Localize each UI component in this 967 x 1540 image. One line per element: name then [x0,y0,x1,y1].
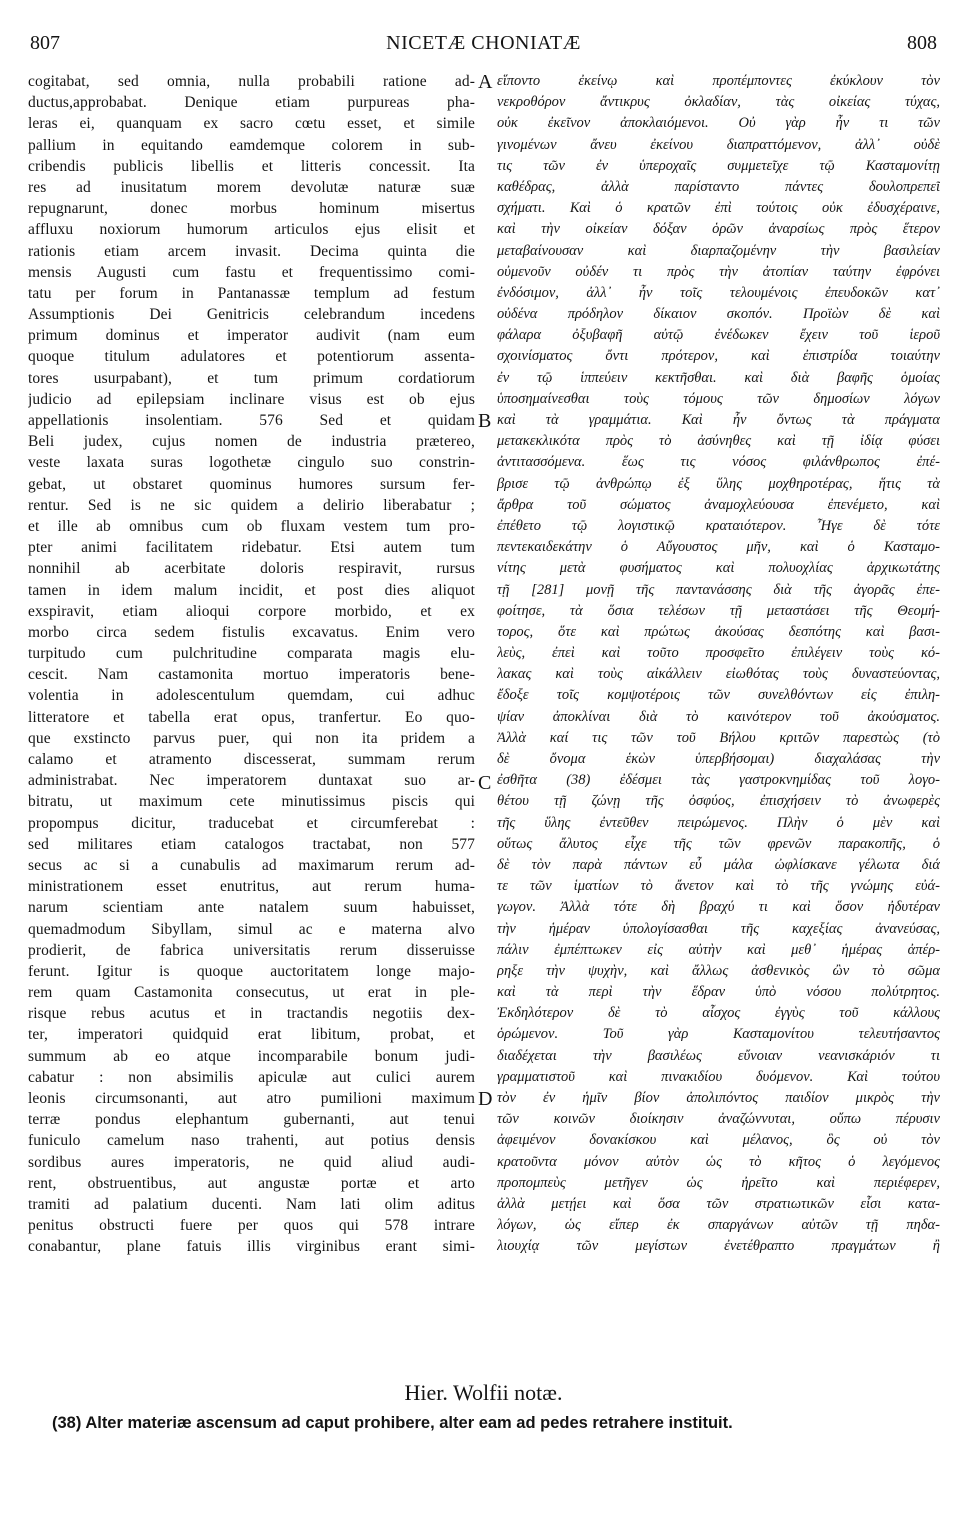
latin-text-line: penitus obstructi fuere per quos qui 578 intrare [28,1217,475,1235]
latin-text-line: Assumptionis Dei Genitricis celebrandum incedens [28,306,475,324]
latin-text-line: bitratu, ut maximum cete minutissimus piscis qui [28,793,475,811]
latin-text-line: mensis Augusti cum fastu et frequentissimo comi- [28,263,475,281]
margin-marker-a: A [478,71,493,93]
greek-text-line: προπομπεὺς μετῆγεν ὡς ἠρεῖτο καὶ περιέφερεν, [497,1174,940,1191]
greek-text-line: ἀφειμένον δονακίσκου καὶ μέλανος, ὃς οὐ τὸν [497,1132,940,1149]
latin-text-line: et ille ab omnibus cum ob fluxam vestem tum pro- [28,517,475,535]
running-title: NICETÆ CHONIATÆ [386,32,581,54]
latin-text-line: prodierit, de fabrica universitatis rerum disseruisse [28,941,475,959]
latin-text-line: turpitudo cum pulchritudine comparata magis elu- [28,645,475,663]
latin-text-line: narum scientiam ante natalem suum habuisset, [28,899,475,917]
greek-text-line: τῆς ὕλης ἐντεῦθεν πειρώμενος. Πλὴν ὁ μὲν καὶ [497,814,940,831]
greek-text-line: γινομένων ἄνευ ἐκείνου διαπραττόμενον, ἀλλ᾽ οὐδὲ [497,136,940,153]
greek-text-line: δὲ ὄνομα ἑκὼν ὑπερβήσομαι) διαχαλάσας τὴν [497,751,940,767]
greek-text-line: ψίαν ἀποκλίναι διὰ τὸ καινότερον τοῦ ἀκούσματος. [497,708,940,725]
latin-text-line: affluxu noxiorum humorum articulos ejus elisit et [28,221,475,239]
greek-text-line: εἵποντο ἐκείνῳ καὶ προπέμποντες ἐκύκλουν τὸν [497,73,940,89]
latin-text-line: conabantur, plane fatuis illis virginibus erant simi- [28,1238,475,1256]
greek-text-line: κρατοῦντα μόνον αὐτὸν ὡς τὸ κῆτος ὁ λεγόμενος [497,1153,940,1170]
greek-text-line: διαδέχεται τὴν βασιλέως εὔνοιαν νεανισκάριόν τι [497,1047,940,1064]
greek-text-line: βρισε τῷ ἀνθρώπῳ ἐξ ὕλης μοχθηροτέρας, ἥτις τὰ [497,475,940,492]
latin-text-line: quoque titulum adulatores et potentiorum assenta- [28,348,475,366]
margin-marker-d: D [478,1088,493,1110]
greek-text-line: τορος, ὅτε καὶ πρώτως ἀκούσας δεσπότης καὶ βασι- [497,623,940,640]
greek-text-line: οὕτως ἄλυτος εἶχε τῆς τῶν φρενῶν παρακοπῆς, ὁ [497,835,940,852]
latin-text-line: litteratore et tabella erat opus, tranfertur. Eo quo- [28,708,475,726]
greek-text-line: καὶ τὰ περὶ τὴν ἕδραν ὑπὸ νόσου πολύτρητος. [497,984,940,1001]
greek-text-line: ἐσθῆτα (38) ἐδέσμει τὰς γαστροκνημίδας τοῦ λογο- [497,772,940,789]
latin-text-line: que exstincto parvus puer, qui non ita pridem a [28,729,475,747]
greek-text-line: ἔδοξε τοῖς κομψοτέροις τῶν συνελθόντων εἰς ἐπιλη- [497,687,940,704]
greek-text-line: ὑποσημαίνεσθαι τοὺς τόμους τῶν δημοσίων λόγων [497,390,940,407]
latin-text-line: ministrationem esset enutritus, aut rerum huma- [28,878,475,896]
latin-text-line: judicio ad epilepsiam inclinare visus est ob ejus [28,390,475,408]
greek-text-line: λεὺς, ἐπεὶ καὶ τοῦτο προσφεῖτο ἐπιλέγειν τοὺς κό- [497,645,940,662]
latin-text-line: sed militares etiam catalogos tractabat, non 577 [28,835,475,853]
latin-text-line: appellationis insolentiam. 576 Sed et quidam [28,412,475,429]
greek-text-line: σχήματι. Καὶ ὁ κρατῶν ἐπὶ τούτοις οὐκ ἐδυσχέραινε, [497,200,940,217]
greek-text-line: δὲ τὸν παρὰ πάντων εὖ μάλα ὠφλίσκανε γέλωτα διά [497,856,940,873]
latin-text-line: tamen in idem malum incidit, et post dies aliquot [28,581,475,599]
greek-text-line: καὶ τὴν οἰκείαν δόξαν ὁρῶν ἀναρσίως πρὸς ἕτερον [497,221,940,238]
greek-text-line: φάλαρα ὀξυβαφῆ αὐτῷ ἐνέδωκεν ἔχειν τοῦ ἱεροῦ [497,327,940,344]
greek-text-line: πεντεκαιδεκάτην ὁ Αὔγουστος μῆν, καὶ ὁ Κασταμο- [497,539,940,556]
greek-text-line: γραμματιστοῦ καὶ πινακιδίου δυόμενον. Καὶ τούτου [497,1068,940,1085]
greek-text-line: τὴν ἡμέραν ὑπολογίσασθαι τῆς καχεξίας ἀνανεύσας, [497,920,940,937]
latin-text-line: pallium in equitando eamdemque colorem in sub- [28,136,475,154]
latin-text-line: Beli judex, cujus nomen de industria prætereo, [28,433,475,451]
latin-text-line: risque rebus acutus et in tractandis negotiis dex- [28,1005,475,1023]
latin-text-line: ferunt. Igitur is quoque auctoritatem longe majo- [28,962,475,980]
latin-text-line: repugnarunt, donec morbus hominum misertus [28,200,475,218]
latin-text-line: gebat, ut obstaret quominus humores sursum fer- [28,475,475,493]
greek-text-line: φοίτησε, τὰ ὅσια τελέσων τῇ μεταστάσει τῆς Θεομή- [497,602,940,619]
greek-text-line: τις τῶν ἐν ὑπεροχαῖς συμμετεῖχε τῷ Κασταμονίτῃ [497,157,940,174]
latin-text-line: pter animi facilitatem ridebatur. Etsi autem tum [28,539,475,557]
left-page-number: 807 [30,32,60,54]
latin-text-line: volentia in adolescentulum quemdam, cui adhuc [28,687,475,705]
latin-text-line: propompus dicitur, traducebat et circumferebat : [28,814,475,832]
latin-text-line: terræ pondus elephantum gubernanti, aut tenui [28,1111,475,1129]
greek-text-line: τῶν κοινῶν διοίκησιν ἀναζώννυται, οὔπω πέρυσιν [497,1111,940,1128]
greek-text-line: γωγον. Ἀλλὰ τότε δὴ βραχύ τι καὶ ὅσον ἠδυτέραν [497,899,940,916]
latin-text-line: rent, obstruentibus, aut angustæ portæ et arto [28,1174,475,1192]
right-page-number: 808 [907,32,937,54]
margin-marker-c: C [478,772,492,794]
latin-text-line: cribendis publicis libellis et litteris concessit. Ita [28,157,475,175]
page-header [30,32,937,62]
latin-text-line: rationis etiam arcem invasit. Decima quinta die [28,242,475,260]
margin-marker-b: B [478,410,492,432]
footnote-38: (38) Alter materiæ ascensum ad caput prohibere, alter eam ad pedes retrahere instituit. [52,1414,733,1432]
greek-text-line: καὶ τὰ γραμμάτια. Καὶ ἦν ὄντως τὰ πράγματα [497,412,940,428]
greek-text-line: ἄρθρα τοῦ σώματος ἀναμοχλεύουσα ἐπενέμετο, καὶ [497,496,940,513]
greek-column [497,71,940,1258]
latin-text-line: secus ac si a cunabulis ad maximarum rerum ad- [28,856,475,874]
greek-text-line: ἀλλὰ μετῄει καὶ ὅσα τῶν στρατιωτικῶν εἶσι κατα- [497,1195,940,1212]
notes-title: Hier. Wolfii notæ. [404,1380,563,1405]
greek-text-line: μεταβαίνουσαν καὶ διαρπαζομένην τὴν βασιλείαν [497,242,940,259]
latin-text-line: tores usurpabant), et tum primum cordatiorum [28,369,475,387]
latin-text-line: ductus,approbabat. Denique etiam purpureas pha- [28,94,475,112]
latin-text-line: veste laxata suras logothetæ cingulo suo constrin- [28,454,475,472]
greek-text-line: οὐκ ἐκεῖνον ἀποκλαιόμενοι. Οὐ γὰρ ἦν τι τῶν [497,115,940,132]
latin-text-line: cabatur : non absimilis apiculæ aut culici aurem [28,1068,475,1086]
greek-text-line: ἐν τῷ ἱππεύειν κεκτῆσθαι. καὶ διὰ βαφῆς ὁμοίας [497,369,940,386]
latin-text-line: calamo et atramento discesserat, summam rerum [28,751,475,768]
greek-text-line: ὁρώμενον. Τοῦ γὰρ Κασταμονίτου τελευτήσαντος [497,1026,940,1043]
latin-text-line: rem quam Castamonita consecutus, ut erat in ple- [28,984,475,1002]
latin-text-line: ter, imperatori quidquid erat libitum, probat, et [28,1026,475,1044]
latin-text-line: leras ei, quanquam ex sacro cœtu esset, et simile [28,115,475,133]
greek-text-line: τε τῶν ἱματίων τὸ ἄνετον καὶ τὸ τῆς γνώμης εὐά- [497,878,940,895]
greek-text-line: νίτης μετὰ φυσήματος καὶ πολυοχλίας ἀρχικωτάτης [497,560,940,577]
greek-text-line: Ἀλλὰ καί τις τῶν τοῦ Βήλου κριτῶν παρεστὼς (τὸ [497,729,940,746]
greek-text-line: τὸν ἐν ἡμῖν βίον ἀπολιπόντος παιδίον μικρὸς τὴν [497,1090,940,1106]
greek-text-line: οὐμενοῦν οὐδέν τι πρὸς τὴν ἀτοπίαν ταύτην ἐφρόνει [497,263,940,280]
greek-text-line: μετακεκλικότα πρὸς τὸ ἀσύνηθες καὶ τῇ ἰδίᾳ φύσει [497,433,940,450]
greek-text-line: ρηξε τὴν ψυχὴν, καὶ ἄλλως ἀσθενικὸς ὢν τὸ σῶμα [497,962,940,979]
latin-text-line: tramiti ad palatium ducenti. Nam lati olim aditus [28,1195,475,1213]
latin-text-line: primum dominus et imperator audivit (nam eum [28,327,475,345]
latin-text-line: exspiravit, etiam alioqui corpore morbido, et ex [28,602,475,620]
greek-text-line: Ἐκδηλότερον δὲ τὸ αἶσχος ἐγγὺς τοῦ κάλλους [497,1005,940,1022]
latin-text-line: leonis circumsonanti, aut atro pumilioni maximum [28,1090,475,1107]
latin-text-line: rentur. Sed is ne sic quidem a delirio liberabatur ; [28,496,475,514]
greek-text-line: οὐδένα πρόδηλον δίκαιον σκοπόν. Προϊὼν δὲ καὶ [497,306,940,323]
latin-text-line: res ad inusitatum morem devolutæ naturæ suæ [28,178,475,196]
latin-text-line: administrabat. Nec imperatorem duntaxat suo ar- [28,772,475,790]
greek-text-line: λακας καὶ τοὺς αἰκάλλειν εἰωθότας τοὺς δυναστεύοντας, [497,666,940,683]
greek-text-line: πάλιν ἐμπέπτωκεν εἰς αὐτὴν καὶ μεθ᾽ ἡμέρας ἀπέρ- [497,941,940,958]
greek-text-line: τῇ [281] μονῇ τῆς παντανάσσης διὰ τῆς ἀγορᾶς ἐπε- [497,581,940,598]
latin-text-line: funiculo camelum naso trahenti, aut potius densis [28,1132,475,1150]
greek-text-line: ἀντιτασσόμενα. ἕως τις νόσος φιλάνθρωπος ἐπέ- [497,454,940,471]
greek-text-line: ἐνδόσιμον, ἀλλ᾽ ἦν τοῖς τελουμένοις ἐπευδοκῶν κατ᾽ [497,284,940,301]
greek-text-line: καθέδρας, ἀλλὰ παρίσταντο πάντες δουλοπρεπεῖ [497,178,940,195]
greek-text-line: λόγων, ὡς εἴπερ ἐκ σπαργάνων αὐτῶν τῇ πηδα- [497,1217,940,1234]
latin-text-line: tatu per forum in Pantanassæ templum ad festum [28,284,475,302]
latin-column [28,71,475,1258]
greek-text-line: νεκροθόρον ἄντικρυς ὀκλαδίαν, τὰς οἰκείας τύχας, [497,94,940,111]
latin-text-line: sordibus aures imperatoris, ne quid aliud audi- [28,1153,475,1171]
greek-text-line: σχοινίσματος ὄντι πρότερον, καὶ ἐπιστρίδα τοιαύτην [497,348,940,365]
latin-text-line: morbo circa sedem fistulis excavatus. Enim vero [28,623,475,641]
latin-text-line: nonnihil ab acerbitate doloris respiravit, rursus [28,560,475,578]
latin-text-line: cescit. Nam castamonita mortuo imperatoris bene- [28,666,475,684]
greek-text-line: θέτου τῇ ζώνῃ τῆς ὀσφύος, ἐπισχήσειν τὸ ἀνωφερὲς [497,793,940,810]
latin-text-line: quemadmodum Sibyllam, simul ac e materna alvo [28,920,475,938]
greek-text-line: λιουχίᾳ τῶν μεγίστων ἐνετέθραπτο πραγμάτων ἢ [497,1238,940,1255]
greek-text-line: ἐπέθετο τῷ λογιστικῷ κραταιότερον. Ἦγε δὲ τότε [497,517,940,534]
latin-text-line: summum ab eo atque incomparabile bonum judi- [28,1047,475,1065]
latin-text-line: cogitabat, sed omnia, nulla probabili ratione ad- [28,73,475,90]
